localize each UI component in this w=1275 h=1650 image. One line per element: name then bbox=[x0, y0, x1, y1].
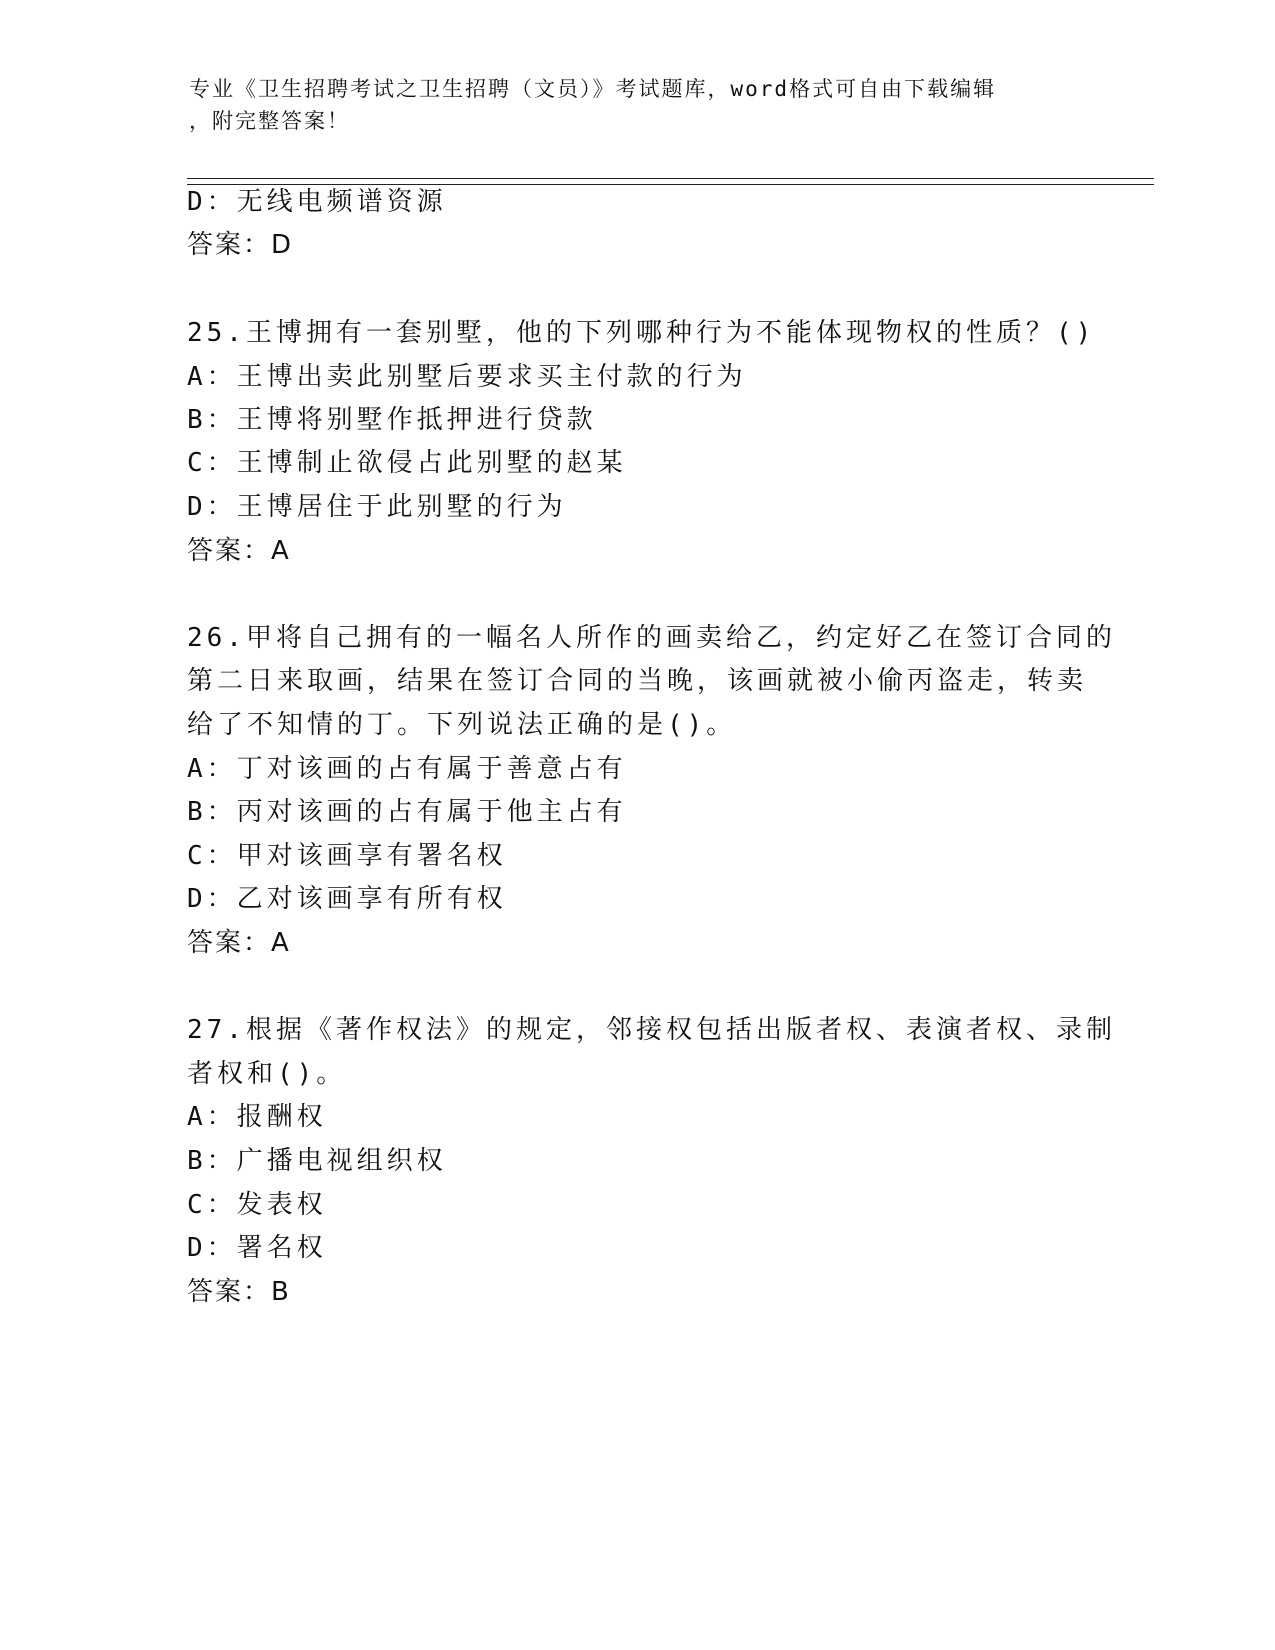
q27-answer: 答案：B bbox=[187, 1277, 291, 1307]
q25-option-c: C：王博制止欲侵占此别墅的赵某 bbox=[187, 448, 627, 478]
q25-option-a: A：王博出卖此别墅后要求买主付款的行为 bbox=[187, 362, 747, 392]
q25-stem: 25.王博拥有一套别墅，他的下列哪种行为不能体现物权的性质？() bbox=[187, 318, 1096, 348]
q26-option-d: D：乙对该画享有所有权 bbox=[187, 884, 507, 914]
prev-option-d: D：无线电频谱资源 bbox=[187, 187, 447, 217]
q26-stem-line-2: 第二日来取画，结果在签订合同的当晚，该画就被小偷丙盗走，转卖 bbox=[187, 666, 1088, 696]
q27-option-a: A：报酬权 bbox=[187, 1102, 327, 1132]
q27-option-b: B：广播电视组织权 bbox=[187, 1146, 447, 1176]
q25-option-d: D：王博居住于此别墅的行为 bbox=[187, 492, 567, 522]
q26-answer: 答案：A bbox=[187, 928, 291, 958]
q26-stem-line-1: 26.甲将自己拥有的一幅名人所作的画卖给乙，约定好乙在签订合同的 bbox=[187, 623, 1116, 653]
q27-option-d: D：署名权 bbox=[187, 1233, 327, 1263]
q27-stem-line-1: 27.根据《著作权法》的规定，邻接权包括出版者权、表演者权、录制 bbox=[187, 1015, 1116, 1045]
q26-option-c: C：甲对该画享有署名权 bbox=[187, 841, 507, 871]
q25-option-b: B：王博将别墅作抵押进行贷款 bbox=[187, 405, 597, 435]
q26-option-a: A：丁对该画的占有属于善意占有 bbox=[187, 754, 627, 784]
document-header bbox=[189, 73, 1089, 137]
header-line-1: 专业《卫生招聘考试之卫生招聘（文员）》考试题库，word格式可自由下载编辑 bbox=[189, 77, 997, 101]
prev-answer: 答案：D bbox=[187, 230, 294, 260]
q27-option-c: C：发表权 bbox=[187, 1190, 327, 1220]
q26-option-b: B：丙对该画的占有属于他主占有 bbox=[187, 797, 627, 827]
q26-stem-line-3: 给了不知情的丁。下列说法正确的是()。 bbox=[187, 710, 737, 740]
q25-answer: 答案：A bbox=[187, 536, 291, 566]
q27-stem-line-2: 者权和()。 bbox=[187, 1059, 347, 1089]
header-line-2: ，附完整答案！ bbox=[189, 109, 350, 133]
header-divider bbox=[187, 178, 1154, 185]
